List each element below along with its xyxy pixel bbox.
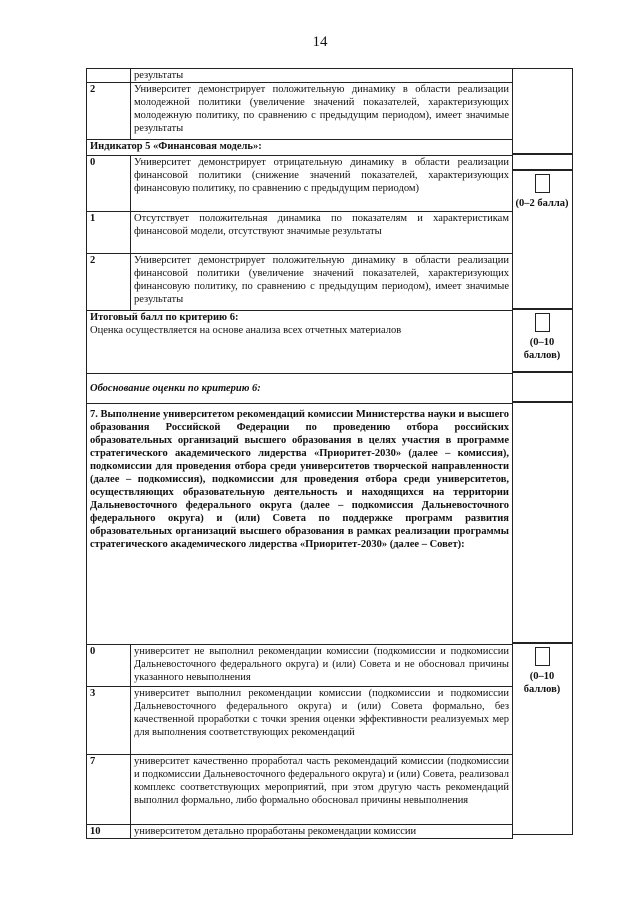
row-number: 10	[87, 825, 131, 839]
row-text: результаты	[131, 69, 513, 83]
score-cell-justification	[512, 371, 573, 403]
row-number: 1	[87, 212, 131, 254]
row-number	[87, 69, 131, 83]
row-text: университетом детально проработаны рекомендации комиссии	[131, 825, 513, 839]
table-row	[87, 254, 513, 311]
score-range: (0–10 баллов)	[523, 671, 561, 695]
total-title: Итоговый балл по критерию 6:	[90, 312, 239, 323]
table-row	[87, 645, 513, 687]
score-checkbox[interactable]	[535, 174, 550, 193]
table-row	[87, 687, 513, 755]
row-text: университет не выполнил рекомендации комиссии (подкомиссии и подкомиссии Дальневосточного федерального округа) и (или) Совета и не обосновал причины указанного невыполнения	[131, 645, 513, 687]
total-cell	[87, 311, 513, 374]
score-column-top	[512, 68, 573, 155]
criterion-7-title: 7. Выполнение университетом рекомендаций комиссии Министерства науки и высшего образования Российской Федерации по проведению отбора российских образовательных организаций высшего образования в целях участия в программе стратегического академического лидерства «Приоритет-2030» (далее – комиссия), подкомиссии для проведения отбора среди университетов творческой направленности (далее – подкомиссия), подкомиссии для проведения отбора среди университетов, осуществляющих образовательную деятельность и находящихся на территории Дальневосточного федерального округа (далее – подкомиссия Дальневосточного федерального округа) и (или) Совета по поддержке программ развития образовательных организаций высшего образования в рамках реализации программы стратегического академического лидерства «Приоритет-2030» (далее – Совет):	[87, 404, 513, 645]
criteria-table	[86, 68, 513, 839]
page-number: 14	[312, 34, 328, 50]
row-number: 2	[87, 83, 131, 140]
row-text: Университет демонстрирует положительную динамику в области реализации молодежной политики (увеличение значений показателей, характеризующих молодежную политику, по сравнению с предыдущим периодом), имеет значимые результаты	[131, 83, 513, 140]
row-number: 0	[87, 645, 131, 687]
indicator-title: Индикатор 5 «Финансовая модель»:	[87, 140, 513, 156]
row-number: 7	[87, 755, 131, 825]
score-cell-criterion-header	[512, 401, 573, 644]
score-checkbox[interactable]	[535, 647, 550, 666]
indicator-header-row	[87, 140, 513, 156]
criterion-header-row	[87, 404, 513, 645]
score-cell-criterion-7	[512, 642, 573, 835]
score-checkbox[interactable]	[535, 313, 550, 332]
row-number: 2	[87, 254, 131, 311]
table-row	[87, 83, 513, 140]
row-text: университет выполнил рекомендации комиссии (подкомиссии и подкомиссии Дальневосточного федерального округа) и (или) Совета формально, без качественной проработки с точки зрения оценки эффективности реализуемых мер для выполнения соответствующих рекомендаций	[131, 687, 513, 755]
row-text: университет качественно проработал часть рекомендаций комиссии (подкомиссии и подкомиссии Дальневосточного федерального округа) и (или) Совета, реализовал комплекс соответствующих мероприятий, при этом другую часть рекомендаций выполнил формально, либо формально обосновал причины невыполнения	[131, 755, 513, 825]
row-text: Университет демонстрирует положительную динамику в области реализации финансовой политики (увеличение значений показателей, характеризующих финансовую политику, по сравнению с предыдущим периодом), имеет значимые результаты	[131, 254, 513, 311]
total-row	[87, 311, 513, 374]
row-text: Университет демонстрирует отрицательную динамику в области реализации финансовой политики (снижение значений показателей, характеризующих финансовую политику, по сравнению с предыдущим периодом)	[131, 156, 513, 212]
justification-row	[87, 374, 513, 404]
score-cell-indicator-5	[512, 169, 573, 310]
table-row	[87, 156, 513, 212]
total-description: Оценка осуществляется на основе анализа всех отчетных материалов	[90, 325, 402, 336]
justification-label	[87, 374, 513, 404]
score-cell-total	[512, 308, 573, 373]
score-range: (0–10 баллов)	[523, 337, 561, 361]
row-number: 0	[87, 156, 131, 212]
table-row	[87, 69, 513, 83]
row-number: 3	[87, 687, 131, 755]
table-row	[87, 212, 513, 254]
justification-text: Обоснование оценки по критерию 6:	[90, 383, 261, 394]
table-row	[87, 825, 513, 839]
row-text: Отсутствует положительная динамика по показателям и характеристикам финансовой модели, отсутствуют значимые результаты	[131, 212, 513, 254]
table-row	[87, 755, 513, 825]
score-range: (0–2 балла)	[515, 198, 569, 209]
